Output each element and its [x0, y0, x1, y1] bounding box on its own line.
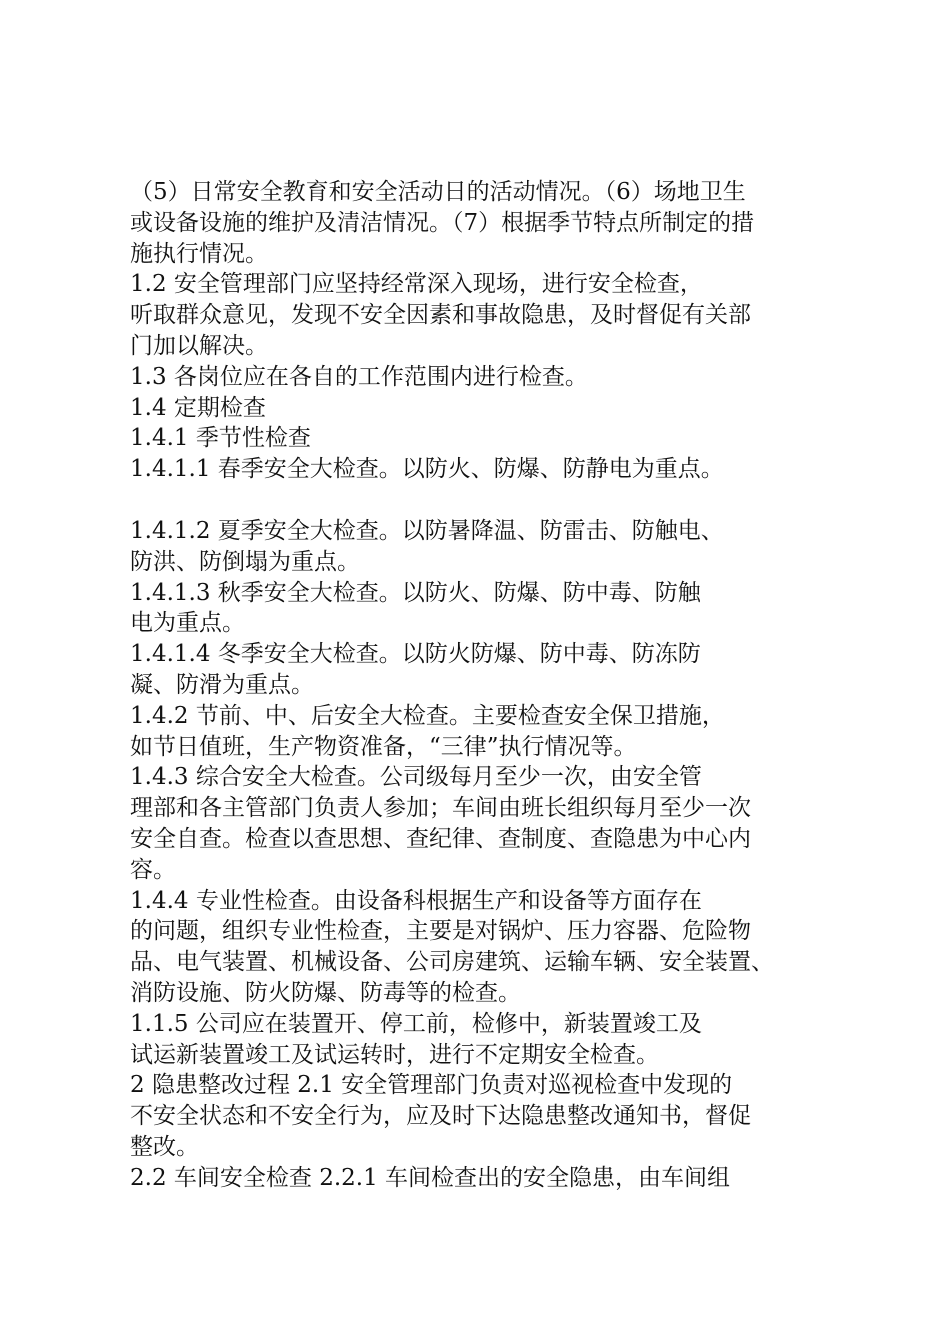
text-line: 1.4.2 节前、中、后安全大检查。主要检查安全保卫措施，	[130, 702, 725, 729]
text-line: 的问题，组织专业性检查，主要是对锅炉、压力容器、危险物	[130, 918, 751, 945]
text-line: 理部和各主管部门负责人参加；车间由班长组织每月至少一次	[130, 795, 751, 822]
text-line: 品、电气装置、机械设备、公司房建筑、运输车辆、安全装置、	[130, 949, 774, 976]
text-line: 电为重点。	[130, 610, 245, 637]
text-line: 1.1.5 公司应在装置开、停工前，检修中，新装置竣工及	[130, 1010, 702, 1037]
text-line: 容。	[130, 856, 176, 883]
text-line: （5）日常安全教育和安全活动日的活动情况。（6）场地卫生	[130, 179, 746, 205]
text-line: 1.3 各岗位应在各自的工作范围内进行检查。	[130, 363, 588, 390]
text-line: 2.2 车间安全检查 2.2.1 车间检查出的安全隐患，由车间组	[130, 1164, 731, 1191]
text-line: 施执行情况。	[130, 240, 268, 267]
text-line: 1.4.1 季节性检查	[130, 425, 311, 452]
text-line: 不安全状态和不安全行为，应及时下达隐患整改通知书，督促	[130, 1103, 751, 1130]
text-line: 或设备设施的维护及清洁情况。（7）根据季节特点所制定的措	[130, 209, 755, 236]
text-line: 消防设施、防火防爆、防毒等的检查。	[130, 979, 521, 1006]
text-line: 1.2 安全管理部门应坚持经常深入现场，进行安全检查，	[130, 271, 703, 298]
text-line: 2 隐患整改过程 2.1 安全管理部门负责对巡视检查中发现的	[130, 1072, 733, 1099]
text-line: 听取群众意见，发现不安全因素和事故隐患，及时督促有关部	[130, 302, 751, 329]
text-line: 1.4.1.3 秋季安全大检查。以防火、防爆、防中毒、防触	[130, 579, 701, 606]
text-line: 1.4.1.2 夏季安全大检查。以防暑降温、防雷击、防触电、	[130, 517, 724, 544]
text-line: 1.4.1.1 春季安全大检查。以防火、防爆、防静电为重点。	[130, 456, 724, 483]
text-line: 1.4.4 专业性检查。由设备科根据生产和设备等方面存在	[130, 887, 702, 914]
text-line: 1.4 定期检查	[130, 394, 266, 421]
text-line: 如节日值班，生产物资准备，“三律”执行情况等。	[130, 733, 637, 760]
blank-line	[130, 485, 850, 516]
text-line: 安全自查。检查以查思想、查纪律、查制度、查隐患为中心内	[130, 825, 751, 852]
text-line: 1.4.1.4 冬季安全大检查。以防火防爆、防中毒、防冻防	[130, 641, 701, 668]
document-body	[130, 177, 850, 1194]
text-line: 防洪、防倒塌为重点。	[130, 548, 360, 575]
text-line: 整改。	[130, 1133, 199, 1160]
text-line: 门加以解决。	[130, 332, 268, 359]
text-line: 试运新装置竣工及试运转时，进行不定期安全检查。	[130, 1041, 659, 1068]
text-line: 1.4.3 综合安全大检查。公司级每月至少一次，由安全管	[130, 764, 702, 791]
text-line: 凝、防滑为重点。	[130, 671, 314, 698]
